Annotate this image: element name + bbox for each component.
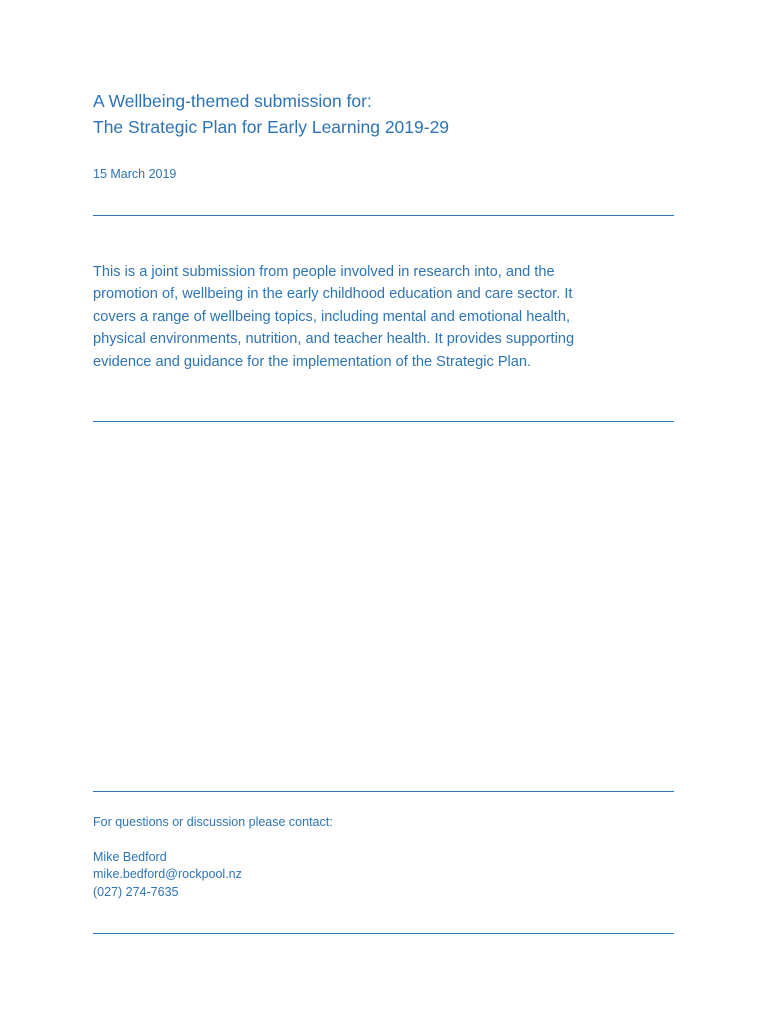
intro-line: This is a joint submission from people involved in research into, and the (93, 264, 555, 280)
intro-line: covers a range of wellbeing topics, including mental and emotional health, (93, 308, 571, 325)
intro-line: evidence and guidance for the implementation of the Strategic Plan. (93, 353, 532, 370)
title-line-2: The Strategic Plan for Early Learning 2019-29 (93, 117, 450, 137)
intro-line: physical environments, nutrition, and teacher health. It provides supporting (93, 331, 575, 348)
contact-phone: (027) 274-7635 (93, 885, 179, 899)
divider-after-intro (93, 421, 674, 422)
title-line-1: A Wellbeing-themed submission for: (93, 91, 372, 111)
submission-date: 15 March 2019 (93, 167, 177, 181)
divider-bottom (93, 933, 674, 934)
divider-top (93, 215, 674, 216)
contact-prompt: For questions or discussion please contact: (93, 815, 333, 829)
contact-email: mike.bedford@rockpool.nz (93, 867, 242, 881)
intro-paragraph (93, 261, 683, 373)
intro-line: promotion of, wellbeing in the early childhood education and care sector. It (93, 286, 573, 303)
divider-before-contact (93, 791, 674, 792)
contact-name: Mike Bedford (93, 850, 167, 864)
